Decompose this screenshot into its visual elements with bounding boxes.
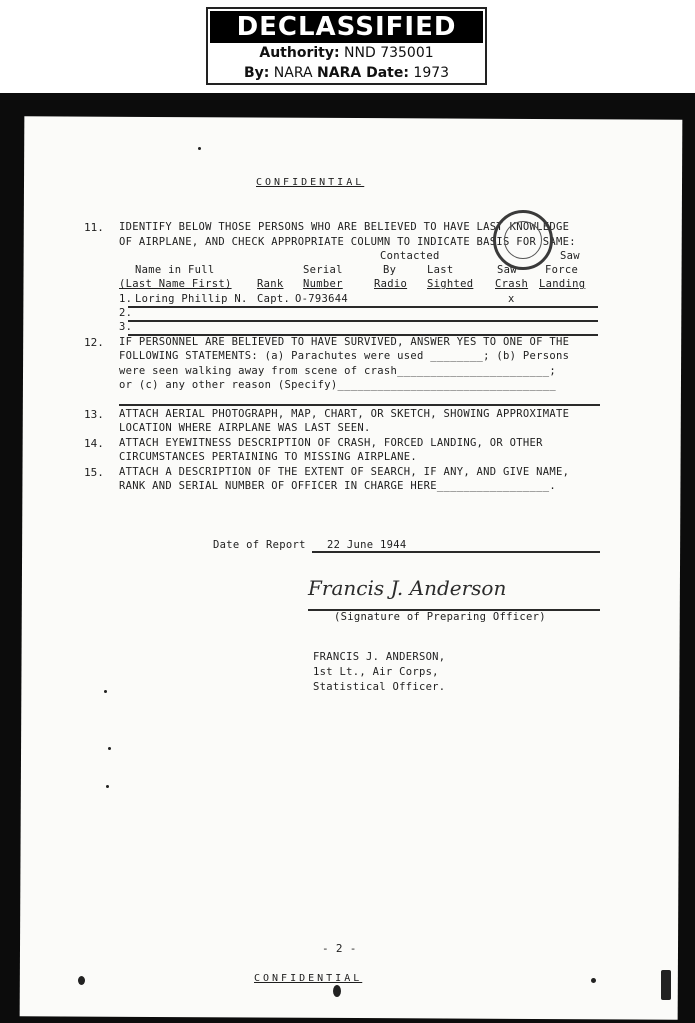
row1-name: Loring Phillip N.: [135, 293, 248, 305]
officer-rank: 1st Lt., Air Corps,: [313, 666, 439, 678]
item12-line1: IF PERSONNEL ARE BELIEVED TO HAVE SURVIVED, ANSWER YES TO ONE OF THE: [119, 336, 570, 348]
date-value: 1973: [413, 65, 450, 81]
col-contacted: Contacted: [380, 250, 440, 262]
item11-line1: IDENTIFY BELOW THOSE PERSONS WHO ARE BELIEVED TO HAVE LAST KNOWLEDGE: [119, 221, 570, 233]
row1-mark: x: [508, 293, 515, 305]
row1-serial: O-793644: [295, 293, 348, 305]
declassified-stamp: [206, 7, 487, 85]
page-number: - 2 -: [322, 942, 357, 955]
date-of-report-value: 22 June 1944: [327, 539, 407, 551]
col-rank: Rank: [257, 278, 284, 290]
scan-speck: [104, 690, 107, 693]
col-radio-2: Radio: [374, 278, 408, 290]
item14-line1: ATTACH EYEWITNESS DESCRIPTION OF CRASH, FORCED LANDING, OR OTHER: [119, 437, 543, 449]
item13-line2: LOCATION WHERE AIRPLANE WAS LAST SEEN.: [119, 422, 371, 434]
item15-line2: RANK AND SERIAL NUMBER OF OFFICER IN CHARGE HERE_________________.: [119, 480, 557, 492]
handwritten-signature: Francis J. Anderson: [308, 576, 507, 600]
col-sighted-1: Last: [427, 264, 454, 276]
row2-line: [128, 320, 598, 322]
row1-line: [128, 306, 598, 308]
item13-number: 13.: [84, 408, 104, 421]
scan-speck: [198, 147, 201, 150]
item12-line2: FOLLOWING STATEMENTS: (a) Parachutes were used ________; (b) Persons: [119, 350, 570, 362]
row2-number: 2.: [119, 307, 133, 319]
header-classification: CONFIDENTIAL: [256, 177, 365, 188]
scan-speck: [333, 985, 341, 997]
row1-number: 1.: [119, 293, 133, 305]
row3-number: 3.: [119, 321, 133, 333]
authority-value: NND 735001: [344, 45, 434, 61]
item13-line1: ATTACH AERIAL PHOTOGRAPH, MAP, CHART, OR SKETCH, SHOWING APPROXIMATE: [119, 408, 570, 420]
stamp-authority: [208, 43, 485, 63]
col-crash-1: Saw: [497, 264, 517, 276]
by-value: NARA: [273, 65, 313, 81]
item12-number: 12.: [84, 336, 104, 349]
scan-speck: [661, 970, 671, 1000]
signature-caption: (Signature of Preparing Officer): [334, 611, 546, 623]
row1-rank: Capt.: [257, 293, 291, 305]
date-line: [312, 551, 600, 553]
col-forced-2: Force: [545, 264, 579, 276]
received-seal-inner: [504, 221, 542, 259]
col-sighted-2: Sighted: [427, 278, 474, 290]
col-serial-1: Serial: [303, 264, 343, 276]
col-serial-2: Number: [303, 278, 343, 290]
footer-classification: CONFIDENTIAL: [254, 973, 363, 984]
item14-line2: CIRCUMSTANCES PERTAINING TO MISSING AIRPLANE.: [119, 451, 417, 463]
officer-title: Statistical Officer.: [313, 681, 446, 693]
authority-label: Authority:: [259, 45, 340, 61]
col-forced-3: Landing: [539, 278, 586, 290]
scan-speck: [106, 785, 109, 788]
stamp-title: DECLASSIFIED: [210, 11, 483, 43]
scan-speck: [78, 976, 85, 985]
by-label: By:: [243, 65, 270, 81]
stamp-by-line: [208, 63, 485, 83]
item12-rule: [119, 404, 600, 406]
officer-name: FRANCIS J. ANDERSON,: [313, 651, 446, 663]
item11-number: 11.: [84, 221, 104, 234]
col-crash-2: Crash: [495, 278, 529, 290]
col-radio-1: By: [383, 264, 397, 276]
col-forced-1: Saw: [560, 250, 580, 262]
item14-number: 14.: [84, 437, 104, 450]
date-label: NARA Date:: [317, 65, 409, 81]
scan-speck: [108, 747, 111, 750]
item12-line3: were seen walking away from scene of crash_______________________;: [119, 365, 557, 377]
col-name-1: Name in Full: [135, 264, 215, 276]
date-of-report-label: Date of Report: [213, 539, 306, 551]
item15-number: 15.: [84, 466, 104, 479]
item12-line4: or (c) any other reason (Specify)_________________________________: [119, 379, 557, 391]
item15-line1: ATTACH A DESCRIPTION OF THE EXTENT OF SEARCH, IF ANY, AND GIVE NAME,: [119, 466, 570, 478]
document-page: [20, 116, 683, 1019]
col-name-2: (Last Name First): [119, 278, 232, 290]
scan-speck: [591, 978, 596, 983]
item11-line2: OF AIRPLANE, AND CHECK APPROPRIATE COLUMN TO INDICATE BASIS FOR SAME:: [119, 236, 576, 248]
